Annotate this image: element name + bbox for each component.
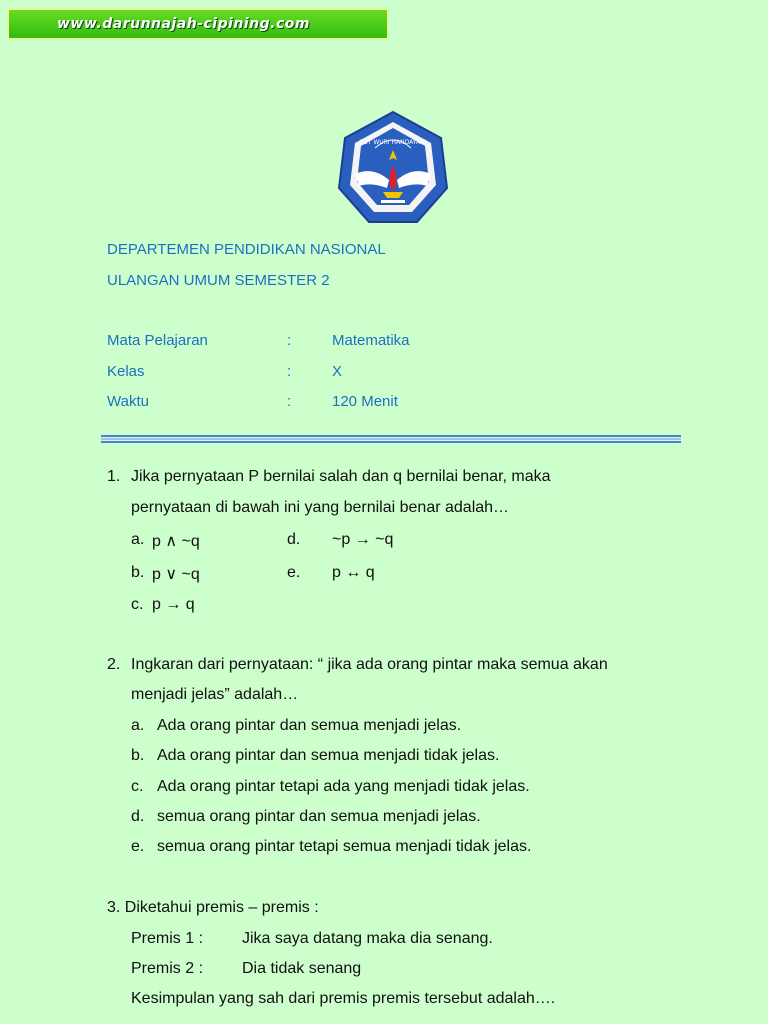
- info-label-class: Kelas: [107, 363, 145, 380]
- q2-number: 2.: [107, 656, 121, 673]
- info-label-time: Waktu: [107, 393, 149, 410]
- q3-question: Kesimpulan yang sah dari premis premis tersebut adalah….: [131, 990, 556, 1007]
- q2-option-d: semua orang pintar dan semua menjadi jelas.: [157, 808, 481, 825]
- q1-option-b: p ∨ ~q: [152, 566, 200, 583]
- q1-option-a: p ∧ ~q: [152, 533, 200, 550]
- info-label-subject: Mata Pelajaran: [107, 332, 208, 349]
- q1-option-c: p → q: [152, 596, 195, 613]
- q2-text-line2: menjadi jelas” adalah…: [131, 686, 299, 703]
- q2-option-d-letter: d.: [131, 808, 145, 825]
- q2-option-a: Ada orang pintar dan semua menjadi jelas.: [157, 717, 462, 734]
- q1-option-e-letter: e.: [287, 564, 301, 581]
- q2-option-e: semua orang pintar tetapi semua menjadi tidak jelas.: [157, 838, 532, 855]
- q1-option-a-letter: a.: [131, 531, 145, 548]
- q2-option-c: Ada orang pintar tetapi ada yang menjadi tidak jelas.: [157, 778, 530, 795]
- q1-option-e: p ↔ q: [332, 564, 375, 581]
- q2-option-b: Ada orang pintar dan semua menjadi tidak jelas.: [157, 747, 500, 764]
- header-divider: [101, 435, 681, 444]
- info-value-time: 120 Menit: [332, 393, 398, 410]
- q3-premise-2-text: Dia tidak senang: [242, 960, 362, 977]
- info-colon: :: [287, 363, 292, 380]
- q1-option-c-letter: c.: [131, 596, 144, 613]
- q1-option-d-letter: d.: [287, 531, 301, 548]
- info-value-subject: Matematika: [332, 332, 410, 349]
- department-title: DEPARTEMEN PENDIDIKAN NASIONAL: [107, 241, 386, 258]
- q1-option-d: ~p → ~q: [332, 531, 394, 548]
- info-colon: :: [287, 332, 292, 349]
- info-value-class: X: [332, 363, 343, 380]
- site-url-banner[interactable]: www.darunnajah-cipining.com: [8, 9, 388, 39]
- exam-title: ULANGAN UMUM SEMESTER 2: [107, 272, 330, 289]
- logo-motto-text: TUT WURI HANDAYANI: [359, 139, 427, 146]
- q3-premise-2-label: Premis 2 :: [131, 960, 204, 977]
- q2-option-b-letter: b.: [131, 747, 145, 764]
- q2-option-c-letter: c.: [131, 778, 144, 795]
- q2-text-line1: Ingkaran dari pernyataan: “ jika ada orang pintar maka semua akan: [131, 656, 608, 673]
- info-colon: :: [287, 393, 292, 410]
- q2-option-e-letter: e.: [131, 838, 145, 855]
- q3-premise-1-text: Jika saya datang maka dia senang.: [242, 930, 493, 947]
- q1-number: 1.: [107, 468, 121, 485]
- tut-wuri-handayani-logo: [333, 108, 453, 228]
- q1-option-b-letter: b.: [131, 564, 145, 581]
- q3-premise-1-label: Premis 1 :: [131, 930, 204, 947]
- q3-intro: 3. Diketahui premis – premis :: [107, 899, 319, 916]
- q2-option-a-letter: a.: [131, 717, 145, 734]
- q1-text-line1: Jika pernyataan P bernilai salah dan q bernilai benar, maka: [131, 468, 551, 485]
- q1-text-line2: pernyataan di bawah ini yang bernilai benar adalah…: [131, 499, 510, 516]
